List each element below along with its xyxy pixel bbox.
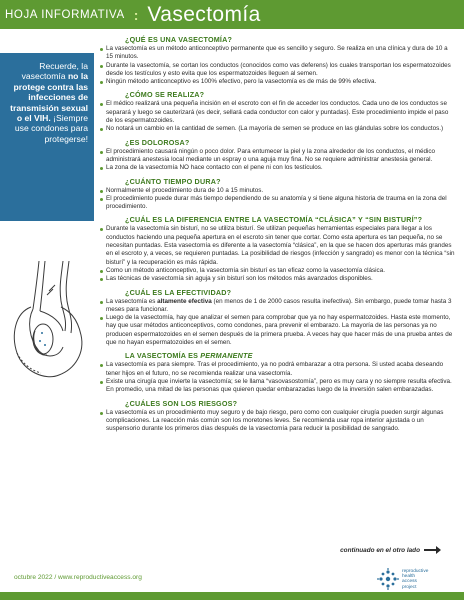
page-title: Vasectomía xyxy=(147,2,261,26)
continued-text: continuado en el otro lado xyxy=(340,547,420,554)
rhap-logo-icon xyxy=(377,568,399,590)
section-heading: ¿CÓMO SE REALIZA? xyxy=(125,90,205,100)
bullet-list xyxy=(98,148,456,173)
sidebar xyxy=(0,29,94,569)
list-item: El procedimiento puede durar más tiempo dependiendo de su anatomía y si tiene alguna historia de trauma en la zona del procedimiento. xyxy=(98,195,456,212)
footer xyxy=(0,569,464,593)
bullet-list xyxy=(98,45,456,86)
text-emphasis: altamente efectiva xyxy=(157,297,212,305)
section-heading: ¿CUÁL ES LA EFECTIVIDAD? xyxy=(125,287,232,297)
list-item: La zona de la vasectomía NO hace contacto con el pene ni con los testículos. xyxy=(98,164,456,172)
section-permanente xyxy=(98,347,456,394)
bullet-list xyxy=(98,361,456,394)
section-es-dolorosa xyxy=(98,134,456,173)
main-content xyxy=(98,31,456,571)
header-bar xyxy=(0,0,464,29)
list-item: Normalmente el procedimiento dura de 10 a 15 minutos. xyxy=(98,187,456,195)
bullet-list xyxy=(98,409,456,434)
logo-text: reproductive health access project xyxy=(402,569,429,590)
section-riesgos xyxy=(98,395,456,434)
bottom-bar xyxy=(0,592,464,600)
list-item: Las técnicas de vasectomía sin aguja y sin bisturí son los métodos más avanzados disponibles. xyxy=(98,275,456,283)
list-item: Luego de la vasectomía, hay que analizar el semen para comprobar que ya no hay espermatozoides. Hasta este momento, hay que usar métodos anticonceptivos, como condones, para prevenir el embarazo. La mayoría de las personas ya no producen espermatozoides en el semen después de la primera prueba. A veces hay que hacer más de una prueba antes de que no hayan espermatozoides en el semen. xyxy=(98,314,456,347)
section-heading: ¿CUÁL ES LA DIFERENCIA ENTRE LA VASECTOMÍA “CLÁSICA” Y “SIN BISTURÍ”? xyxy=(125,215,423,225)
list-item: Como un método anticonceptivo, la vasectomía sin bisturí es tan eficaz como la vasectomía clásica. xyxy=(98,267,456,275)
section-heading: ¿CUÁLES SON LOS RIESGOS? xyxy=(125,398,238,408)
list-item: La vasectomía es un método anticonceptivo permanente que es sencillo y seguro. Se realiza en una clínica y dura de 10 a 15 minutos. xyxy=(98,45,456,62)
bullet-list xyxy=(98,225,456,283)
list-item: El médico realizará una pequeña incisión en el escroto con el fin de acceder los conductos. Cada uno de los conductos se separará y luego se cauterizará (es decir, sellará cada conductor con calor y puntadas). Este procedimiento impide el paso de los espermatozoides. xyxy=(98,100,456,125)
section-que-es xyxy=(98,31,456,86)
text-segment: La vasectomía es xyxy=(106,297,158,305)
list-item: Ningún método anticonceptivo es 100% efectivo, pero la vasectomía es de más de 99% efectiva. xyxy=(98,78,456,86)
bullet-list xyxy=(98,298,456,348)
section-heading xyxy=(98,347,456,361)
callout-pre: Recuerde, la vasectomía xyxy=(21,61,88,82)
section-diferencia xyxy=(98,211,456,283)
list-item: Durante la vasectomía, se cortan los conductos (conocidos como vas deferens) los cuales transportan los espermatozoides desde los testículos y esto evita que los espermatozoides lleguen al semen. xyxy=(98,62,456,79)
text-segment: (en menos de 1 de 2000 casos resulta inefectiva). Sin embargo, puede tomar hasta 3 meses para funcionar. xyxy=(106,297,452,313)
list-item: Existe una cirugía que invierte la vasectomía; se le llama “vasovasostomía”, pero es muy cara y no siempre resulta efectiva. En promedio, una mitad de las personas que quieren quedar embarazadas luego de la inversión salen embarazadas. xyxy=(98,378,456,395)
header-kicker: HOJA INFORMATIVA xyxy=(5,8,125,21)
section-heading: ¿QUÉ ES UNA VASECTOMÍA? xyxy=(125,35,233,44)
bullet-list xyxy=(98,100,456,133)
vasectomy-illustration-icon xyxy=(9,261,89,389)
section-cuanto-tiempo xyxy=(98,173,456,212)
callout-bold: no la protege contra las infecciones de transmisión sexual o el VIH. xyxy=(10,71,88,124)
list-item: No notará un cambio en la cantidad de semen. (La mayoría de semen se produce en las glándulas sobre los conductos.) xyxy=(98,125,456,133)
section-como-se-realiza xyxy=(98,86,456,133)
footer-date-url[interactable]: octubre 2022 / www.reproductiveaccess.org xyxy=(14,574,142,581)
list-item: La vasectomía es un procedimiento muy seguro y de bajo riesgo, pero como con cualquier cirugía pueden surgir algunas complicaciones. La reacción más común son los moretones leves. Se recomienda usar ropa interior ajustada o un suspensorio durante los primeros días después de la vasectomía para reducir la posibilidad de sangrado. xyxy=(98,409,456,434)
heading-text: LA VASECTOMÍA ES xyxy=(125,351,201,361)
continued-note xyxy=(340,547,438,554)
section-heading: ¿CUÁNTO TIEMPO DURA? xyxy=(125,176,221,186)
heading-emphasis: PERMANENTE xyxy=(200,351,253,361)
header-separator: : xyxy=(133,6,139,23)
list-item: El procedimiento causará ningún o poco dolor. Para entumecer la piel y la zona alrededor de los conductos, el médico administrará anestesia local mediante un espray o una aguja muy fina. No se requiere administrar anestesia general. xyxy=(98,148,456,165)
callout-post: ¡Siempre use condones para protegerse! xyxy=(14,113,88,144)
arrow-right-icon xyxy=(424,549,438,551)
list-item: La vasectomía es para siempre. Tras el procedimiento, ya no podrá embarazar a otra persona. Si usted acaba deseando tener hijos en el futuro, no se recomienda realizar una vasectomía. xyxy=(98,361,456,378)
list-item xyxy=(98,298,456,315)
list-item: Durante la vasectomía sin bisturí, no se utiliza bisturí. Se utilizan pequeñas herramientas especiales para llegar a los conductos haciendo una pequeña apertura en el escroto sin tener que cortar. Como esta apertura es tan pequeña, no se necesitan puntadas. Esta vasectomía es diferente a la vasectomía “clásica”, en la que se hacen dos aperturas más grandes en el escroto y, a veces, se requieren puntadas. La posibilidad de riesgos (infección y sangrado) es menor con la técnica “sin bisturí” y la recuperación es más rápida. xyxy=(98,225,456,266)
section-heading: ¿ES DOLOROSA? xyxy=(125,137,190,147)
callout-box xyxy=(0,53,94,221)
section-efectividad xyxy=(98,284,456,348)
bullet-list xyxy=(98,187,456,212)
